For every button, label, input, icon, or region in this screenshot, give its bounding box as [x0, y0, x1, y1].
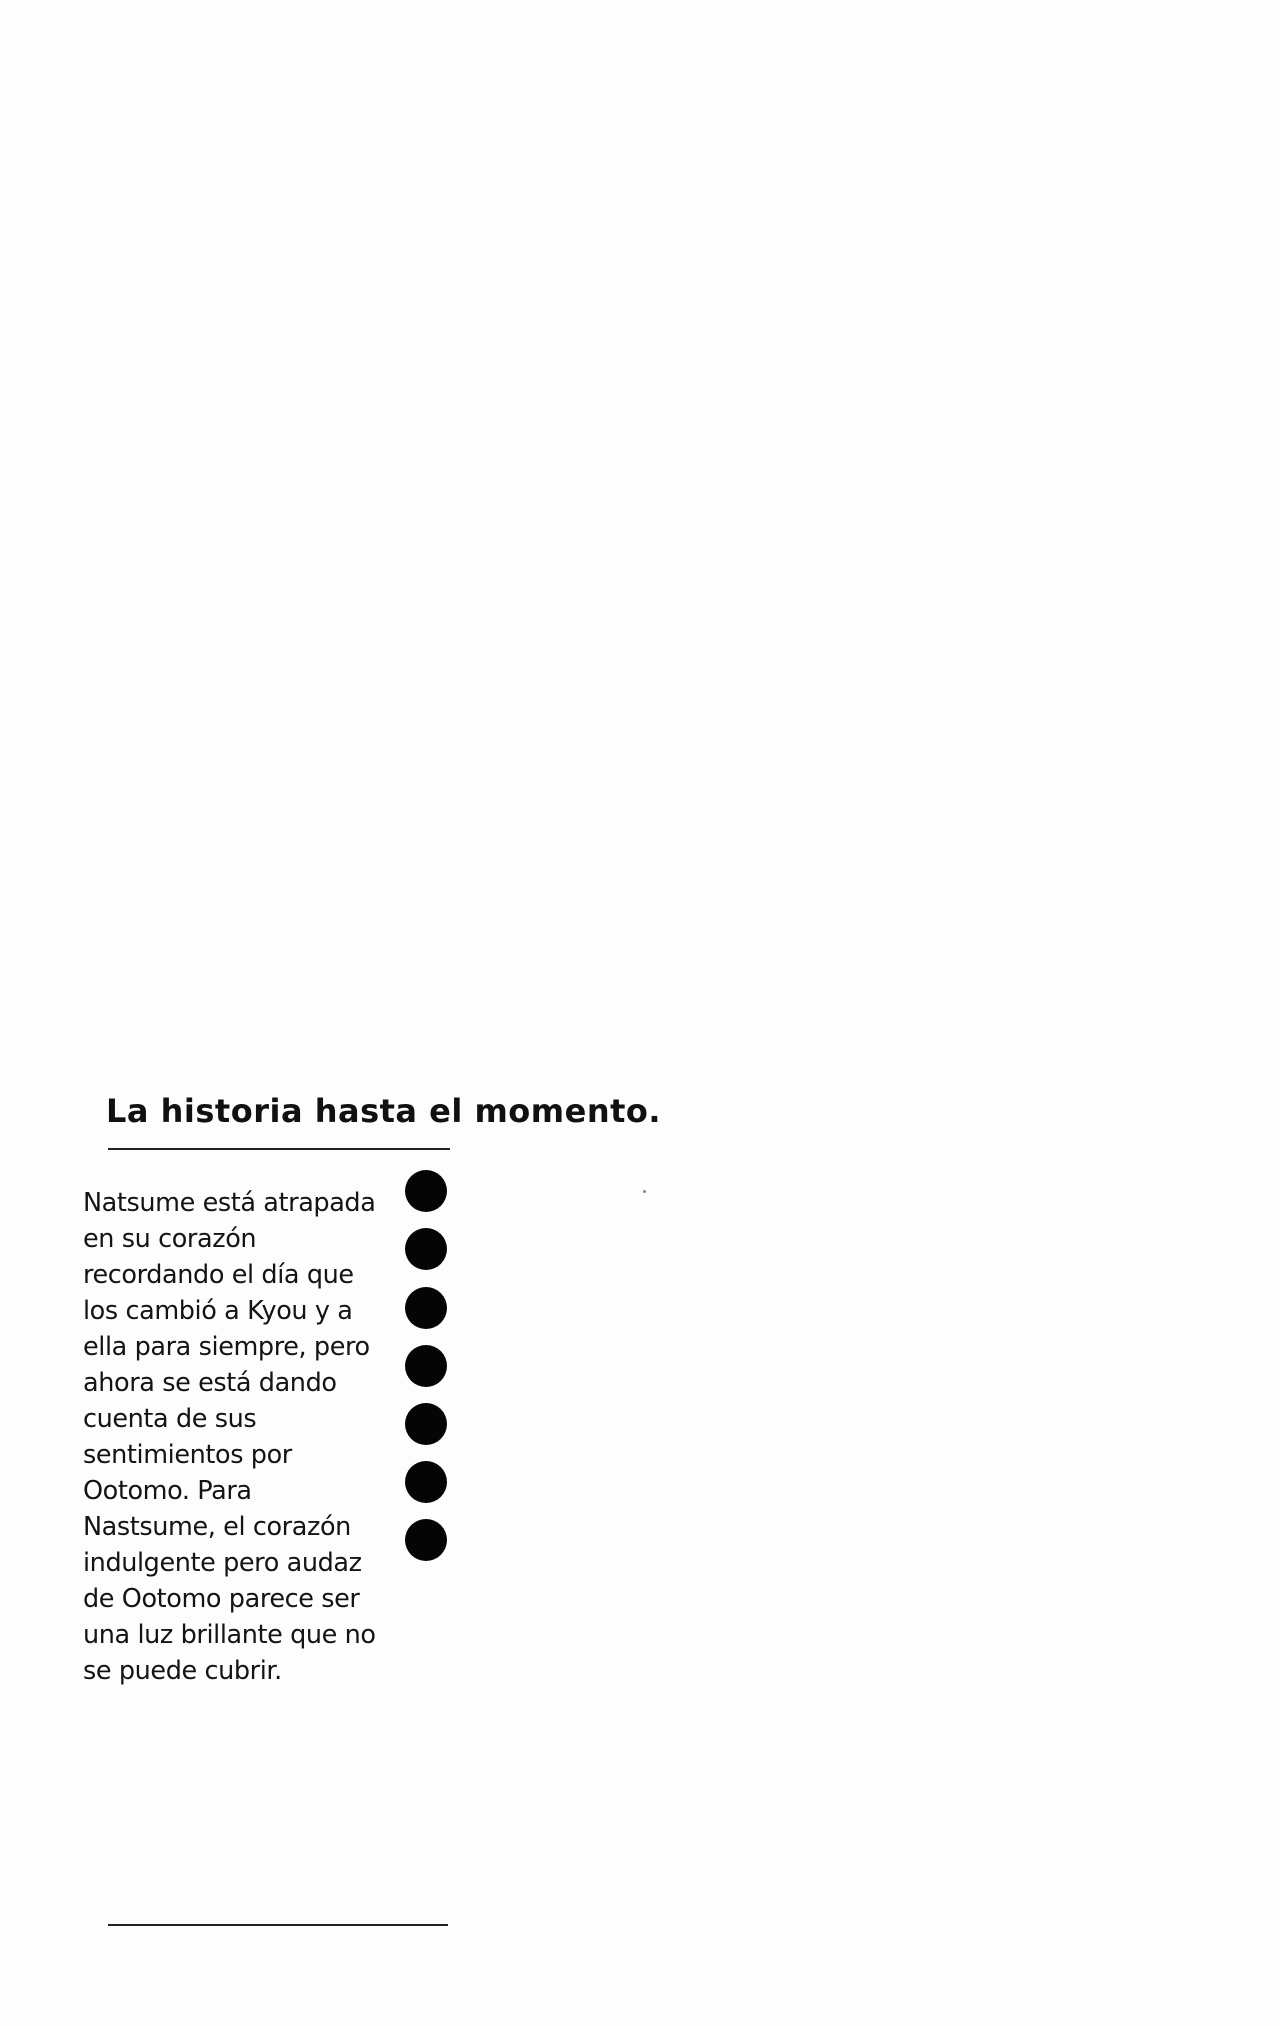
summary-line: cuenta de sus — [83, 1404, 257, 1434]
summary-line: ella para siempre, pero — [83, 1332, 370, 1362]
bullet-dot-icon — [405, 1228, 447, 1270]
bullet-dot-icon — [405, 1403, 447, 1445]
summary-line: una luz brillante que no — [83, 1620, 376, 1650]
summary-line: de Ootomo parece ser — [83, 1584, 360, 1614]
summary-line: recordando el día que — [83, 1260, 354, 1290]
title-underline — [108, 1148, 450, 1150]
summary-line: sentimientos por — [83, 1440, 292, 1470]
bullet-dot-icon — [405, 1519, 447, 1561]
bullet-dot-icon — [405, 1287, 447, 1329]
page-title: La historia hasta el momento. — [106, 1092, 662, 1130]
summary-line: los cambió a Kyou y a — [83, 1296, 353, 1326]
bottom-divider — [108, 1924, 448, 1926]
summary-line: Nastsume, el corazón — [83, 1512, 351, 1542]
summary-line: en su corazón — [83, 1224, 257, 1254]
bullet-dot-icon — [405, 1461, 447, 1503]
summary-line: ahora se está dando — [83, 1368, 337, 1398]
summary-line: Natsume está atrapada — [83, 1188, 376, 1218]
story-summary — [83, 1185, 403, 1689]
bullet-dot-icon — [405, 1170, 447, 1212]
bullet-dot-icon — [405, 1345, 447, 1387]
paper-speck — [643, 1190, 646, 1193]
summary-line: se puede cubrir. — [83, 1656, 282, 1686]
summary-line: indulgente pero audaz — [83, 1548, 362, 1578]
summary-line: Ootomo. Para — [83, 1476, 252, 1506]
